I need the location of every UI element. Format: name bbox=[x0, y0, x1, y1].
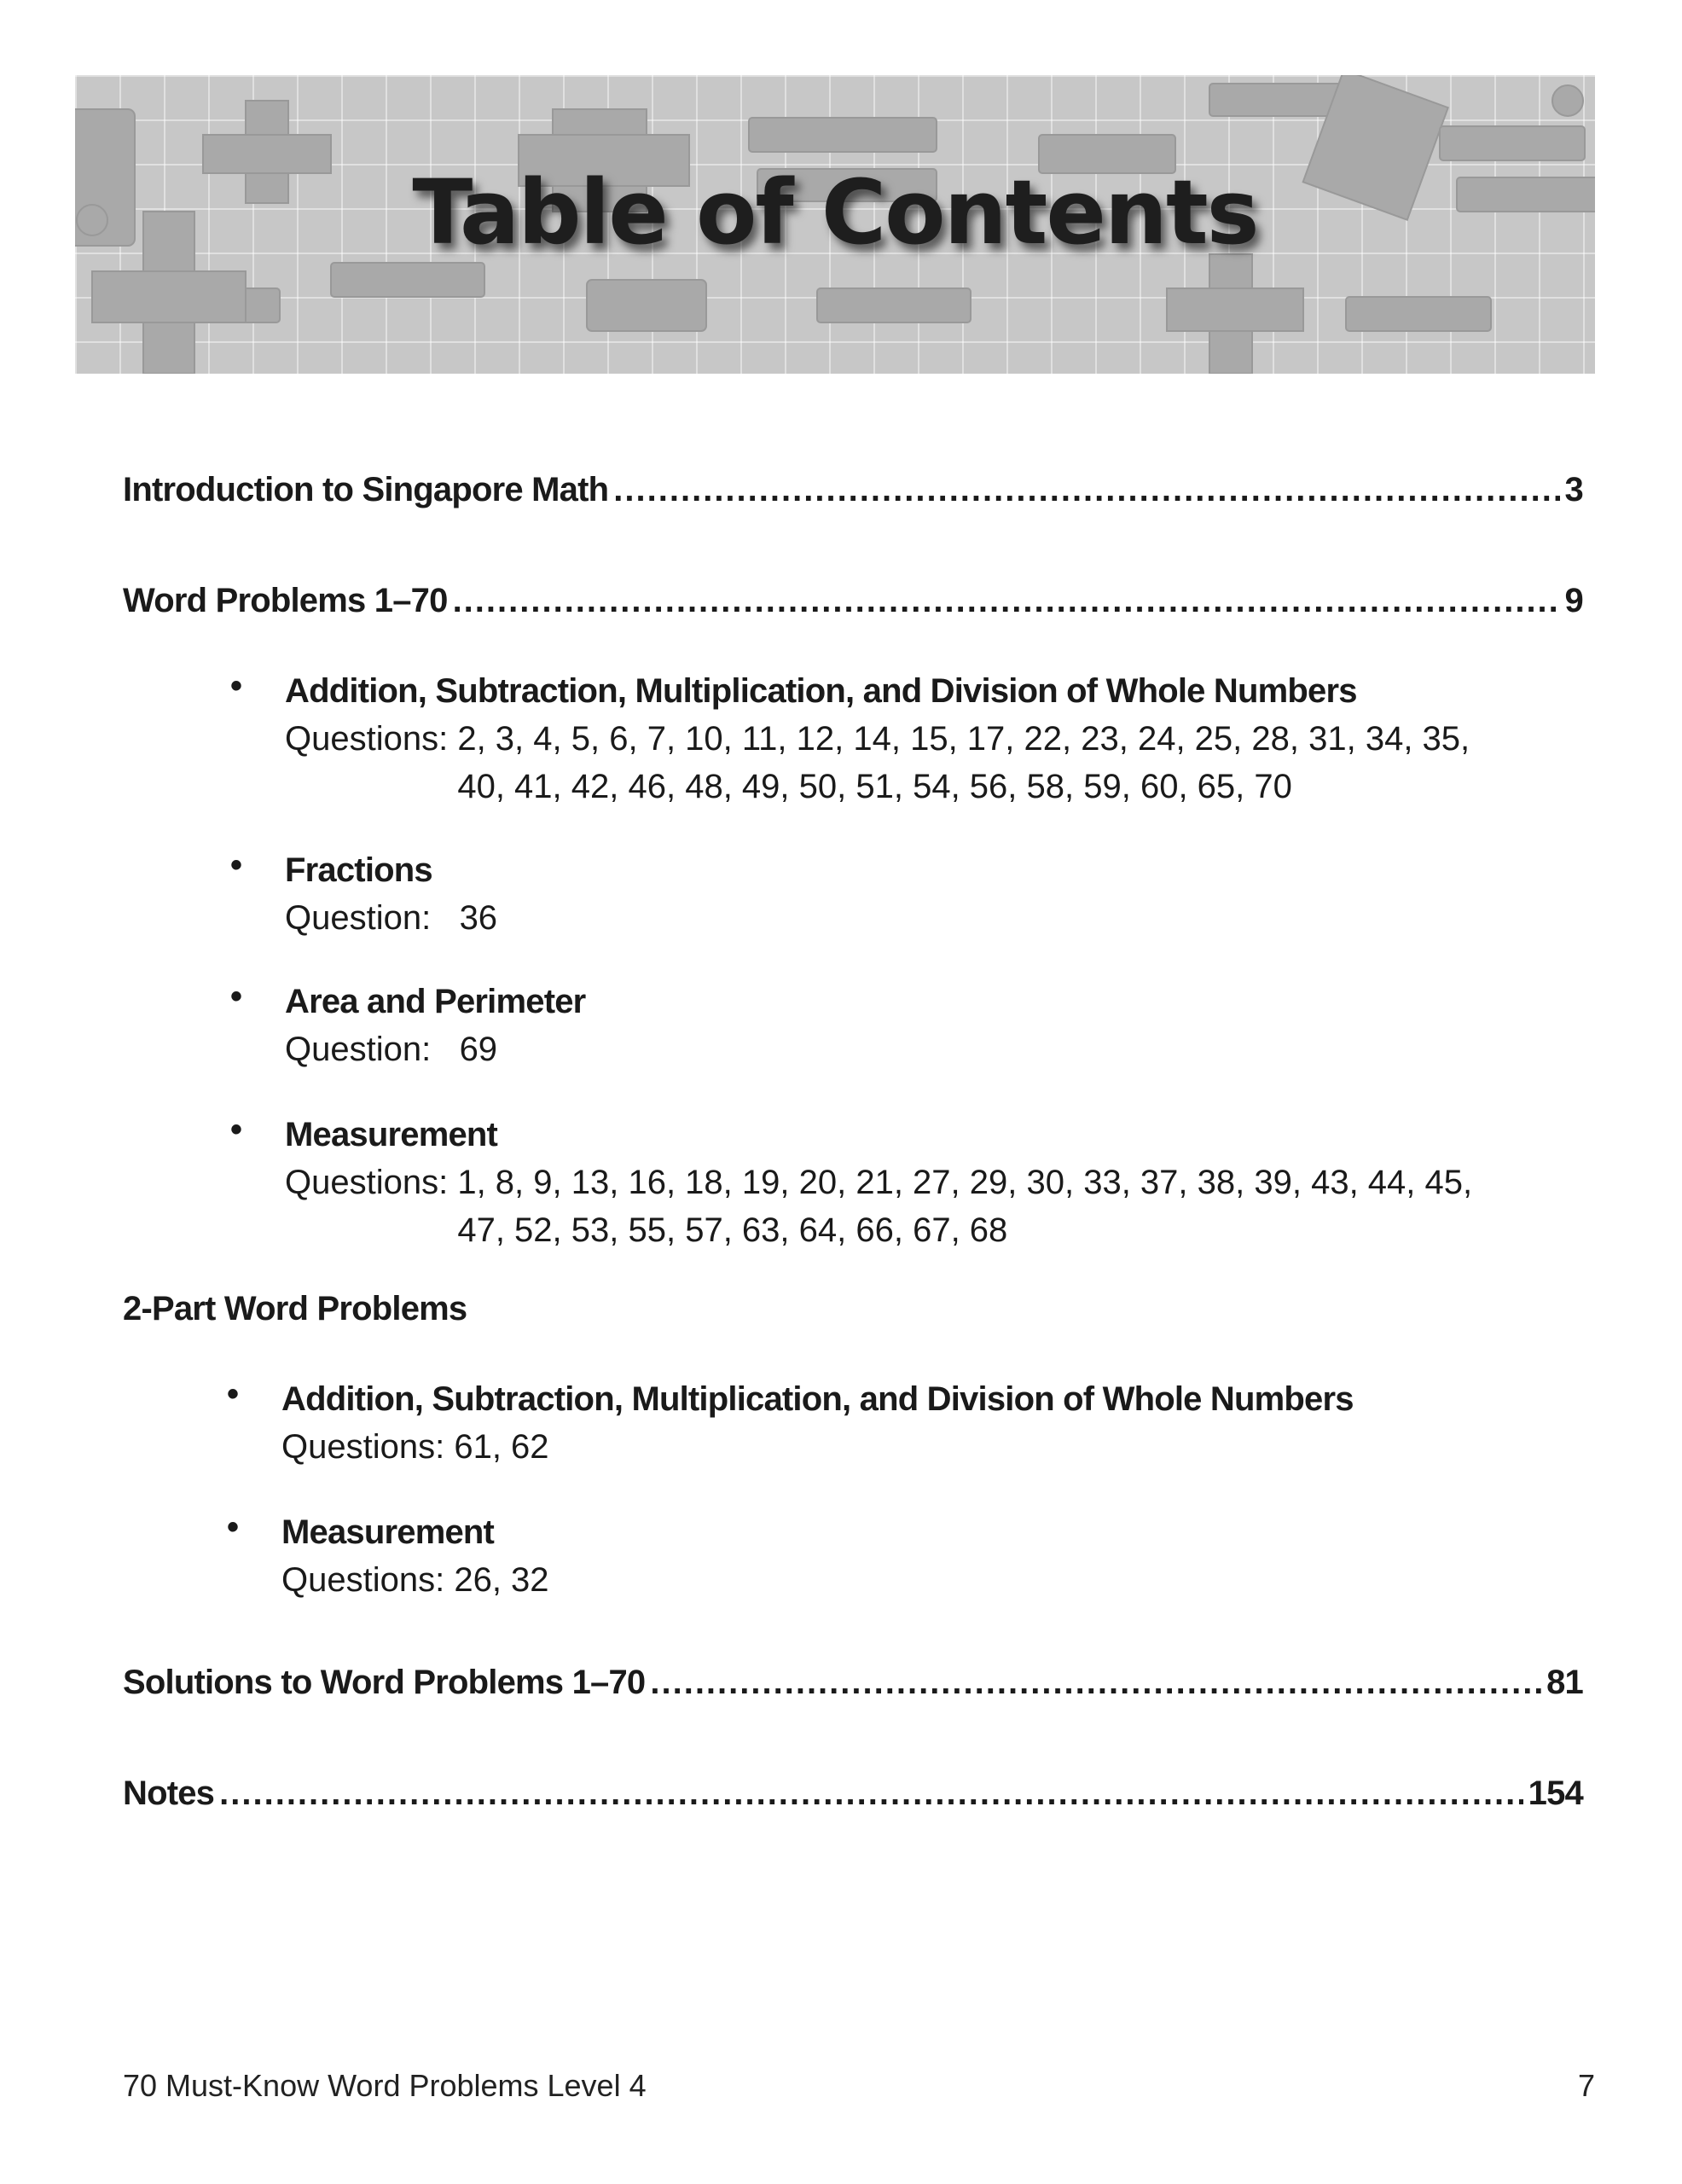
questions-label: Questions: bbox=[285, 1164, 458, 1201]
section-heading-2-part[interactable]: 2-Part Word Problems bbox=[123, 1290, 467, 1327]
topic-whole-numbers-2-part bbox=[229, 1375, 1559, 1471]
questions-list: 36 bbox=[459, 899, 498, 937]
toc-entry-page: 3 bbox=[1564, 471, 1583, 508]
topic-questions bbox=[285, 1025, 1563, 1073]
toc-entry-page: 9 bbox=[1564, 582, 1583, 619]
bullet-icon: • bbox=[227, 1508, 240, 1546]
toc-entry-label: Word Problems 1–70 bbox=[123, 582, 448, 619]
toc-entry-page: 81 bbox=[1546, 1664, 1583, 1701]
questions-label: Questions: bbox=[281, 1428, 455, 1466]
topic-questions bbox=[285, 894, 1563, 942]
toc-entry-page: 154 bbox=[1528, 1774, 1583, 1812]
topic-questions bbox=[281, 1556, 1559, 1604]
dot-leader bbox=[613, 471, 1559, 509]
topic-questions bbox=[281, 1423, 1559, 1471]
topic-measurement-2-part bbox=[229, 1508, 1559, 1604]
footer-book-title: 70 Must-Know Word Problems Level 4 bbox=[123, 2068, 647, 2103]
bullet-icon: • bbox=[230, 978, 243, 1015]
dot-leader bbox=[219, 1774, 1523, 1813]
topic-whole-numbers bbox=[232, 667, 1563, 810]
topic-title: Addition, Subtraction, Multiplication, and Division of Whole Numbers bbox=[285, 672, 1357, 710]
topic-measurement bbox=[232, 1111, 1563, 1254]
toc-entry-label: Notes bbox=[123, 1774, 215, 1812]
dot-leader bbox=[453, 582, 1560, 620]
questions-label: Question: bbox=[285, 899, 460, 937]
topic-title: Addition, Subtraction, Multiplication, and Division of Whole Numbers bbox=[281, 1380, 1354, 1418]
questions-list: 1, 8, 9, 13, 16, 18, 19, 20, 21, 27, 29, 30, 33, 37, 38, 39, 43, 44, 45, 47, 52, 53, 55, 57, 63, 64, 66, 67, 68 bbox=[457, 1164, 1473, 1249]
topic-questions bbox=[285, 1159, 1563, 1254]
page-title: Table of Contents bbox=[412, 160, 1258, 264]
bullet-icon: • bbox=[230, 667, 243, 705]
bullet-icon: • bbox=[230, 1111, 243, 1148]
topic-fractions bbox=[232, 846, 1563, 942]
topic-title: Fractions bbox=[285, 851, 432, 889]
bullet-icon: • bbox=[227, 1375, 240, 1413]
bullet-icon: • bbox=[230, 846, 243, 884]
questions-list: 2, 3, 4, 5, 6, 7, 10, 11, 12, 14, 15, 17, 22, 23, 24, 25, 28, 31, 34, 35, 40, 41, 42, 46, 48, 49, 50, 51, 54, 56, 58, 59, 60, 65, 70 bbox=[457, 720, 1470, 805]
toc-entry-notes[interactable] bbox=[123, 1774, 1583, 1813]
toc-entry-label: Solutions to Word Problems 1–70 bbox=[123, 1664, 646, 1701]
topic-title: Measurement bbox=[285, 1116, 498, 1153]
dot-leader bbox=[650, 1664, 1541, 1702]
questions-list: 61, 62 bbox=[454, 1428, 549, 1466]
questions-list: 69 bbox=[459, 1031, 498, 1068]
toc-entry-word-problems[interactable] bbox=[123, 582, 1583, 620]
footer-page-number: 7 bbox=[1577, 2068, 1595, 2103]
questions-list: 26, 32 bbox=[454, 1561, 549, 1599]
toc-entry-introduction[interactable] bbox=[123, 471, 1583, 509]
toc-entry-solutions[interactable] bbox=[123, 1664, 1583, 1702]
topic-questions bbox=[285, 715, 1563, 810]
questions-label: Question: bbox=[285, 1031, 460, 1068]
topic-title: Area and Perimeter bbox=[285, 983, 586, 1020]
toc-entry-label: Introduction to Singapore Math bbox=[123, 471, 609, 508]
topic-area-perimeter bbox=[232, 978, 1563, 1073]
questions-label: Questions: bbox=[281, 1561, 455, 1599]
questions-label: Questions: bbox=[285, 720, 458, 758]
topic-title: Measurement bbox=[281, 1513, 495, 1551]
